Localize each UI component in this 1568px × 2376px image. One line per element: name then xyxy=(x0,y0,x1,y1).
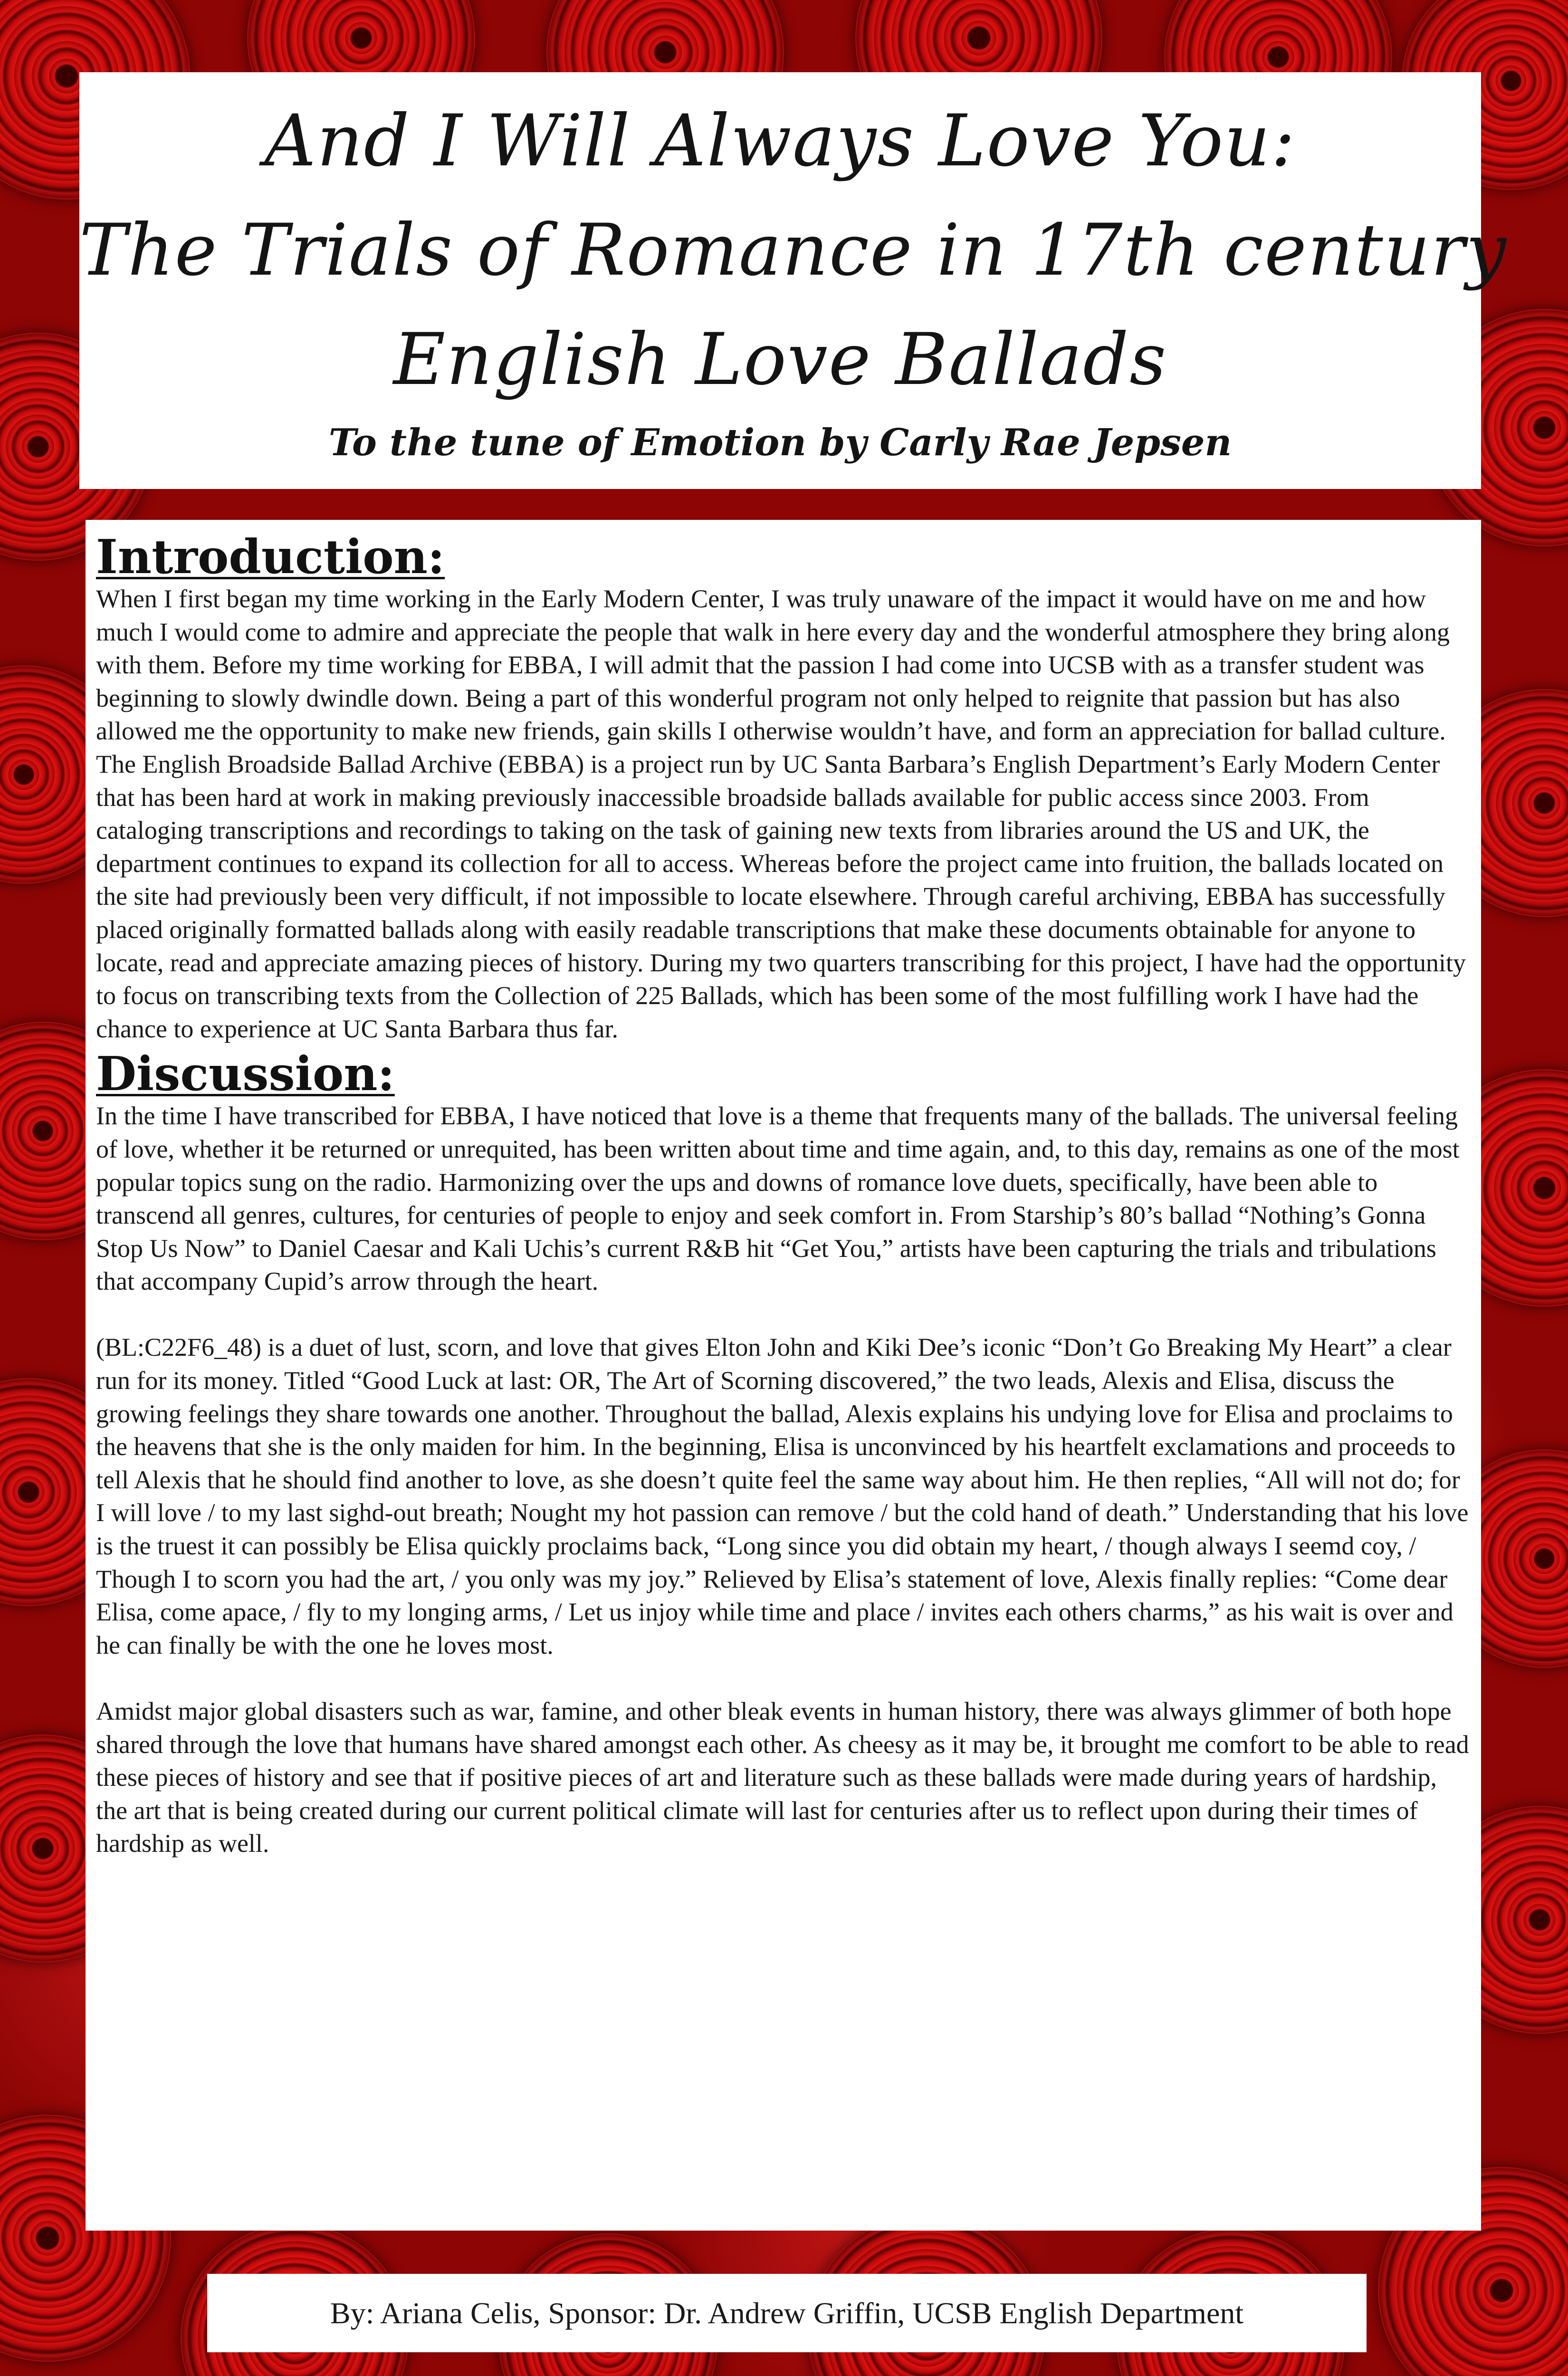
author-credit: By: Ariana Celis, Sponsor: Dr. Andrew Griffin, UCSB English Department xyxy=(330,2296,1244,2330)
title-panel xyxy=(79,72,1507,489)
discussion-heading: Discussion: xyxy=(96,1047,395,1102)
title-line-3: English Love Ballads xyxy=(393,318,1167,401)
discussion-paragraph-2: (BL:C22F6_48) is a duet of lust, scorn, and love that gives Elton John and Kiki Dee’s iconic “Don’t Go Breaking My Heart” a clear run for its money. Titled “Good Luck at last: OR, The Art of Scorning discovered,” the two leads, Alexis and Elisa, discuss the growing feelings they share towards one another. Throughout the ballad, Alexis explains his undying love for Elisa and proclaims to the heavens that she is the only maiden for him. In the beginning, Elisa is unconvinced by his heartfelt exclamations and proceeds to tell Alexis that he should find another to love, as she doesn’t quite feel the same way about him. He then replies, “All will not do; for I will love / to my last sighd-out breath; Nought my hot passion can remove / but the cold hand of death.” Understanding that his love is the truest it can possibly be Elisa quickly proclaims back, “Long since you did obtain my heart, / though always I seemd coy, / Though I to scorn you had the art, / you only was my joy.” Relieved by Elisa’s statement of love, Alexis finally replies: “Come dear Elisa, come apace, / fly to my longing arms, / Let us injoy while time and place / invites each others charms,” as his wait is over and he can finally be with the one he loves most. xyxy=(96,1333,1469,1659)
main-text-panel xyxy=(86,520,1481,2231)
introduction-heading: Introduction: xyxy=(96,530,445,584)
introduction-paragraph: When I first began my time working in the Early Modern Center, I was truly unaware of the impact it would have on me and how much I would come to admire and appreciate the people that walk in here every day and the wonderful atmosphere they bring along with them. Before my time working for EBBA, I will admit that the passion I had come into UCSB with as a transfer student was beginning to slowly dwindle down. Being a part of this wonderful program not only helped to reignite that passion but has also allowed me the opportunity to make new friends, gain skills I otherwise wouldn’t have, and form an appreciation for ballad culture. The English Broadside Ballad Archive (EBBA) is a project run by UC Santa Barbara’s English Department’s Early Modern Center that has been hard at work in making previously inaccessible broadside ballads available for public access since 2003. From cataloging transcriptions and recordings to taking on the task of gaining new texts from libraries around the US and UK, the department continues to expand its collection for all to access. Whereas before the project came into fruition, the ballads located on the site had previously been very difficult, if not impossible to locate elsewhere. Through careful archiving, EBBA has successfully placed originally formatted ballads along with easily readable transcriptions that make these documents obtainable for anyone to locate, read and appreciate amazing pieces of history. During my two quarters transcribing for this project, I have had the opportunity to focus on transcribing texts from the Collection of 225 Ballads, which has been some of the most fulfilling work I have had the chance to experience at UC Santa Barbara thus far. xyxy=(96,584,1466,1043)
discussion-paragraph-1: In the time I have transcribed for EBBA, I have noticed that love is a theme that frequents many of the ballads. The universal feeling of love, whether it be returned or unrequited, has been written about time and time again, and, to this day, remains as one of the most popular topics sung on the radio. Harmonizing over the ups and downs of romance love duets, specifically, have been able to transcend all genres, cultures, for centuries of people to enjoy and seek comfort in. From Starship’s 80’s ballad “Nothing’s Gonna Stop Us Now” to Daniel Caesar and Kali Uchis’s current R&B hit “Get You,” artists have been capturing the trials and tribulations that accompany Cupid’s arrow through the heart. xyxy=(96,1102,1460,1296)
footer-panel xyxy=(207,2274,1367,2352)
discussion-paragraph-3: Amidst major global disasters such as war, famine, and other bleak events in human history, there was always glimmer of both hope shared through the love that humans have shared amongst each other. As cheesy as it may be, it brought me comfort to be able to read these pieces of history and see that if positive pieces of art and literature such as these ballads were made during years of hardship, the art that is being created during our current political climate will last for centuries after us to reflect upon during their times of hardship as well. xyxy=(96,1697,1469,1858)
title-line-1: And I Will Always Love You: xyxy=(264,100,1296,182)
subtitle: To the tune of Emotion by Carly Rae Jepsen xyxy=(328,421,1232,464)
title-line-2: The Trials of Romance in 17th century xyxy=(79,209,1507,292)
